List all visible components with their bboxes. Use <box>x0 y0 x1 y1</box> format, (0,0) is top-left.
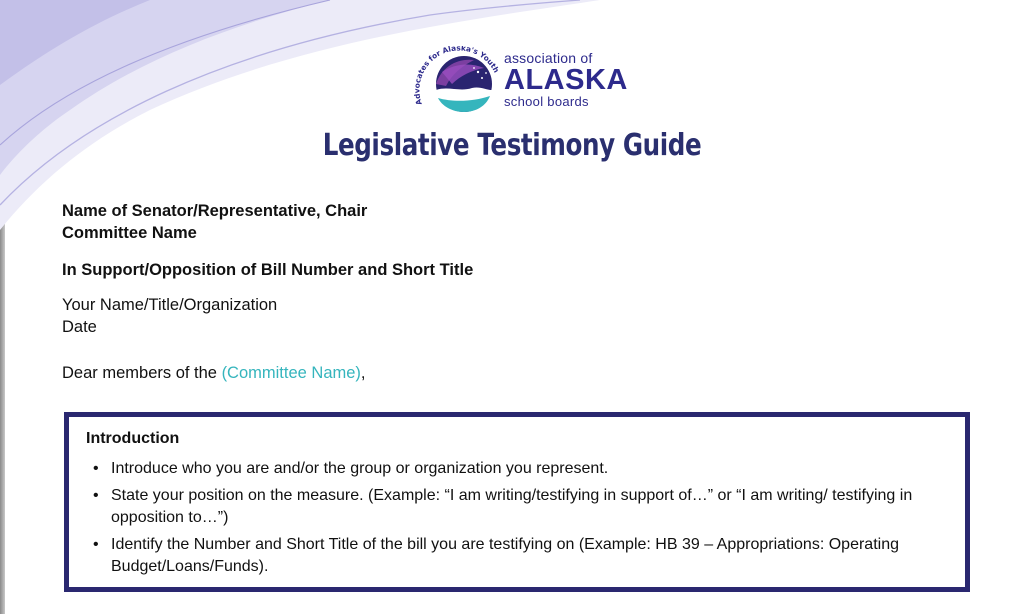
document-title: Legislative Testimony Guide <box>322 128 702 163</box>
logo-line-alaska: ALASKA <box>504 64 628 96</box>
salutation <box>62 364 366 383</box>
organization-logo <box>412 46 628 116</box>
list-item: • State your position on the measure. (Example: “I am writing/testifying in support of…” or “I am writing/ testifying in opposition to…”) <box>91 485 951 529</box>
list-item: • Introduce who you are and/or the group or organization you represent. <box>91 458 951 480</box>
salutation-prefix: Dear members of the <box>62 364 222 382</box>
salutation-suffix: , <box>360 364 366 382</box>
logo-line-association: association of <box>504 50 593 66</box>
position-line: In Support/Opposition of Bill Number and Short Title <box>62 261 474 279</box>
logo-wordmark <box>504 50 628 109</box>
logo-line-school-boards: school boards <box>504 94 589 109</box>
recipient-name: Name of Senator/Representative, Chair <box>62 202 368 220</box>
sender-line: Your Name/Title/Organization <box>62 296 278 314</box>
list-item: • Identify the Number and Short Title of the bill you are testifying on (Example: HB 39 – Appropriations: Operating Budget/Loans/Funds). <box>91 534 951 578</box>
committee-name: Committee Name <box>62 224 197 242</box>
introduction-box <box>64 412 970 592</box>
introduction-heading: Introduction <box>86 430 180 447</box>
introduction-list <box>91 458 951 583</box>
logo-arc-text: Advocates for Alaska's Youth <box>412 46 502 107</box>
date-line: Date <box>62 318 97 336</box>
committee-placeholder: (Committee Name) <box>221 364 361 382</box>
logo-emblem-icon <box>412 46 502 116</box>
